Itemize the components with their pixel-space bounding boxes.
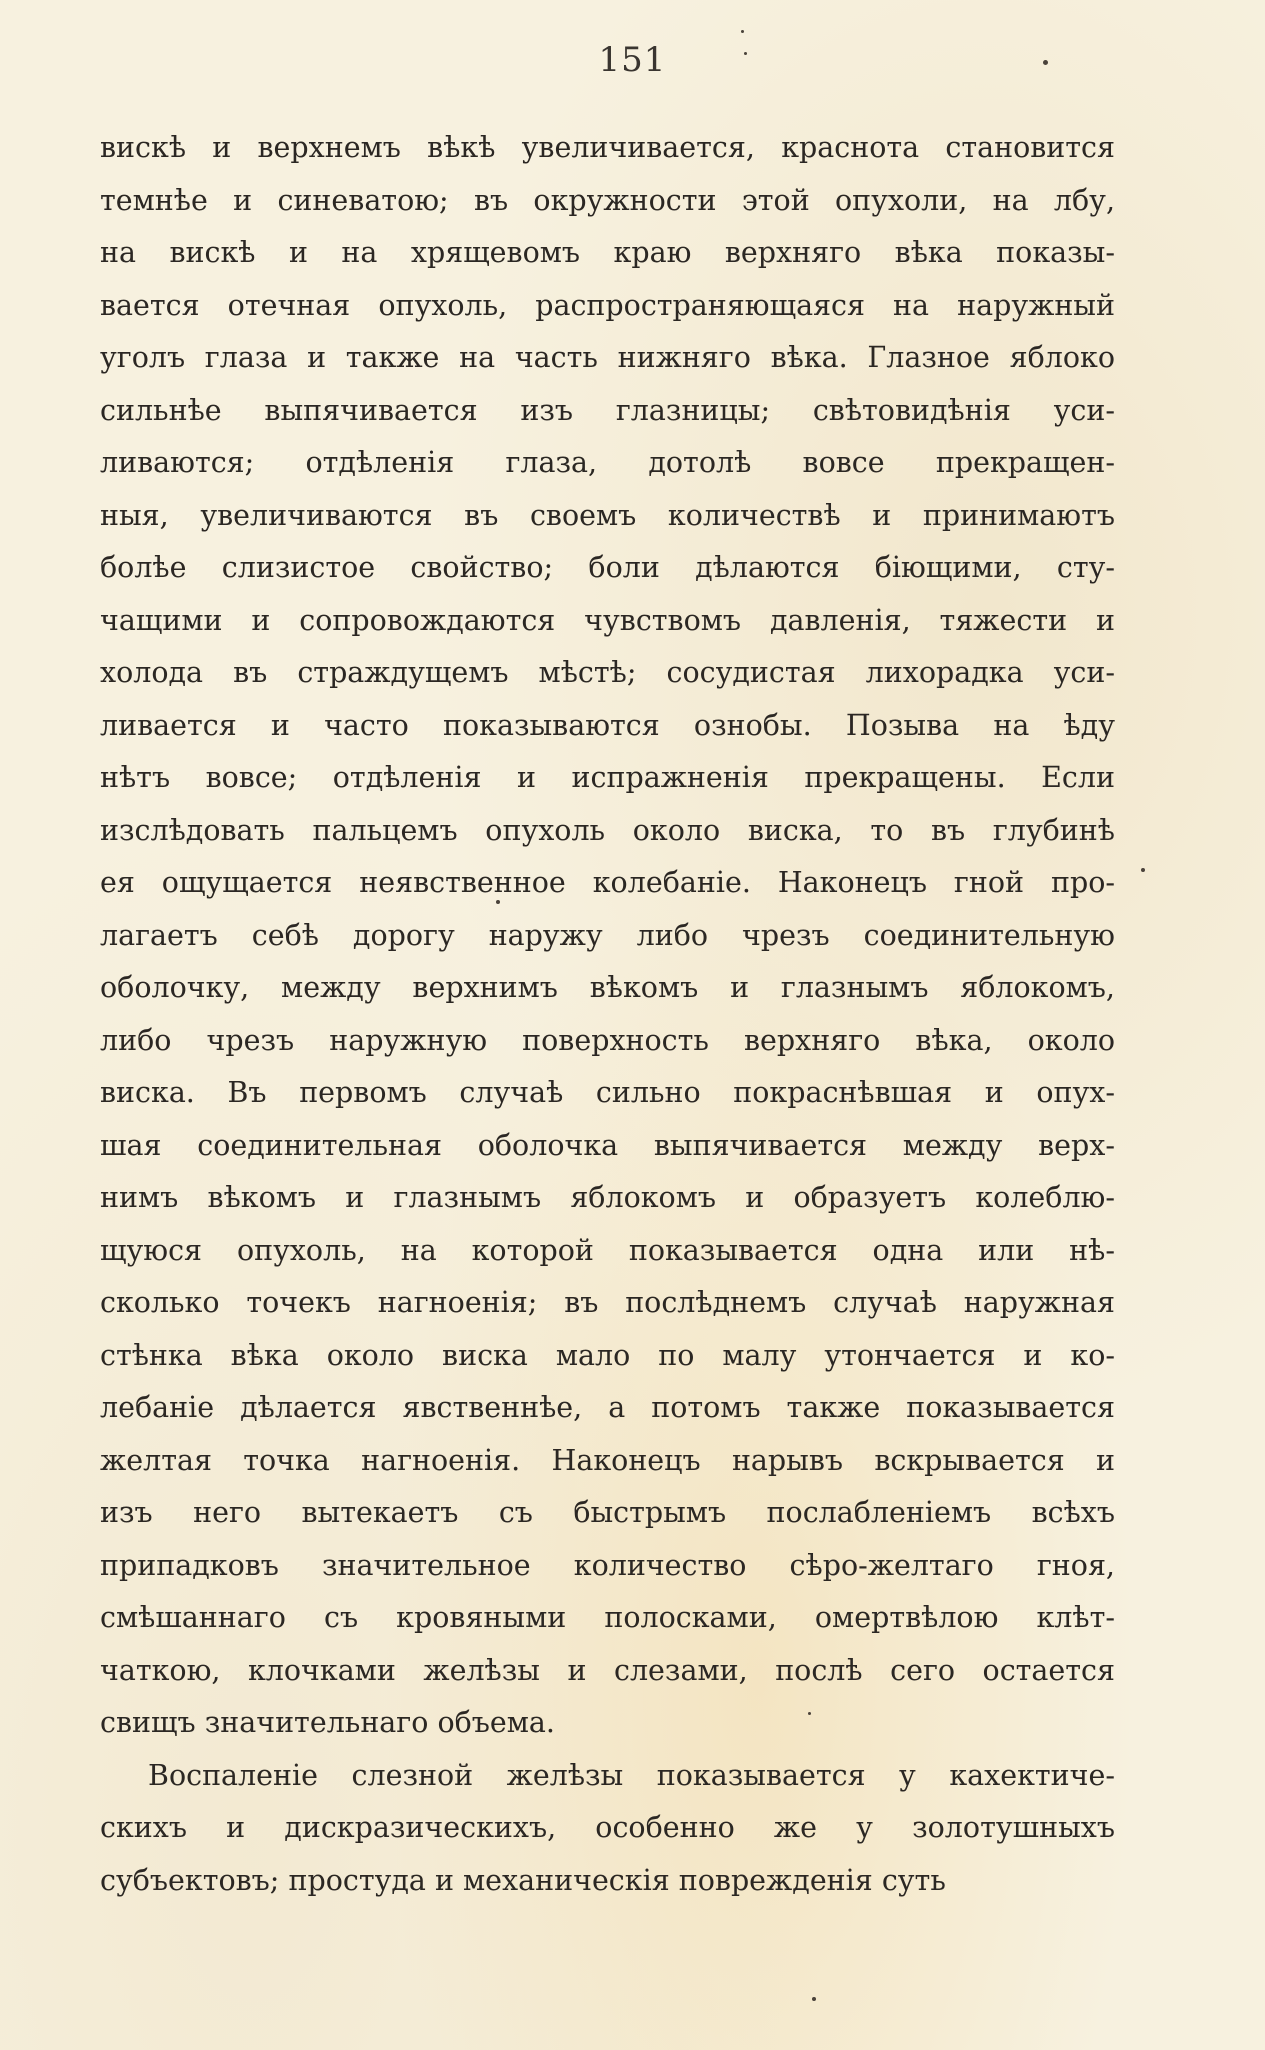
text-line: сильнѣе выпячивается изъ глазницы; свѣтовидѣнія уси-	[100, 393, 1115, 427]
text-line: чащими и сопровождаются чувствомъ давленія, тяжести и	[100, 603, 1115, 637]
text-line: желтая точка нагноенія. Наконецъ нарывъ вскрывается и	[100, 1443, 1115, 1477]
paragraph-1	[100, 122, 1115, 1750]
text-line: стѣнка вѣка около виска мало по малу утончается и ко-	[100, 1338, 1115, 1372]
text-line: припадковъ значительное количество сѣро-желтаго гноя,	[100, 1548, 1115, 1582]
paragraph-2	[100, 1750, 1115, 1908]
text-line: субъектовъ; простуда и механическія поврежденія суть	[100, 1863, 946, 1897]
text-line: лебаніе дѣлается явственнѣе, а потомъ также показывается	[100, 1391, 1115, 1424]
print-speck	[496, 900, 500, 904]
text-line: уголъ глаза и также на часть нижняго вѣка. Глазное яблоко	[100, 341, 1115, 374]
print-speck	[808, 1712, 811, 1715]
text-line: нѣтъ вовсе; отдѣленія и испражненія прекращены. Если	[100, 761, 1115, 794]
text-line: лагаетъ себѣ дорогу наружу либо чрезъ соединительную	[100, 918, 1115, 952]
text-line: вается отечная опухоль, распространяющаяся на наружный	[100, 288, 1115, 322]
text-line: ныя, увеличиваются въ своемъ количествѣ и принимаютъ	[100, 498, 1115, 532]
text-line: ливается и часто показываются ознобы. Позыва на ѣду	[100, 708, 1115, 742]
text-line: холода въ страждущемъ мѣстѣ; сосудистая лихорадка уси-	[100, 656, 1115, 689]
text-line: изслѣдовать пальцемъ опухоль около виска, то въ глубинѣ	[100, 813, 1115, 847]
page-body-text	[100, 122, 1115, 1907]
text-line: чаткою, клочками желѣзы и слезами, послѣ сего остается	[100, 1653, 1115, 1687]
print-speck	[741, 30, 744, 33]
text-line: ея ощущается неявственное колебаніе. Наконецъ гной про-	[100, 866, 1115, 899]
text-line: свищъ значительнаго объема.	[100, 1706, 555, 1739]
print-speck	[1043, 60, 1048, 65]
print-speck	[1141, 868, 1145, 872]
text-line: на вискѣ и на хрящевомъ краю верхняго вѣка показы-	[100, 236, 1115, 269]
text-line: шая соединительная оболочка выпячивается между верх-	[100, 1128, 1115, 1162]
text-line: скихъ и дискразическихъ, особенно же у золотушныхъ	[100, 1811, 1115, 1844]
text-line: вискѣ и верхнемъ вѣкѣ увеличивается, краснота становится	[100, 131, 1115, 164]
text-line: либо чрезъ наружную поверхность верхняго вѣка, около	[100, 1023, 1115, 1057]
text-line: виска. Въ первомъ случаѣ сильно покраснѣвшая и опух-	[100, 1076, 1115, 1109]
text-line: щуюся опухоль, на которой показывается одна или нѣ-	[100, 1233, 1115, 1267]
text-line: темнѣе и синеватою; въ окружности этой опухоли, на лбу,	[100, 183, 1115, 217]
text-line: болѣе слизистое свойство; боли дѣлаются біющими, сту-	[100, 551, 1115, 584]
text-line: смѣшаннаго съ кровяными полосками, омертвѣлою клѣт-	[100, 1601, 1115, 1634]
print-speck	[812, 1997, 816, 2001]
text-line: сколько точекъ нагноенія; въ послѣднемъ случаѣ наружная	[100, 1286, 1115, 1319]
text-line: изъ него вытекаетъ съ быстрымъ послабленіемъ всѣхъ	[100, 1496, 1115, 1529]
page-number: 151	[598, 40, 667, 80]
print-speck	[744, 52, 747, 55]
text-line: оболочку, между верхнимъ вѣкомъ и глазнымъ яблокомъ,	[100, 971, 1115, 1004]
text-line: ливаются; отдѣленія глаза, дотолѣ вовсе прекращен-	[100, 446, 1115, 479]
text-line: нимъ вѣкомъ и глазнымъ яблокомъ и образуетъ колеблю-	[100, 1181, 1115, 1214]
text-line: Воспаленіе слезной желѣзы показывается у кахектиче-	[148, 1758, 1115, 1792]
